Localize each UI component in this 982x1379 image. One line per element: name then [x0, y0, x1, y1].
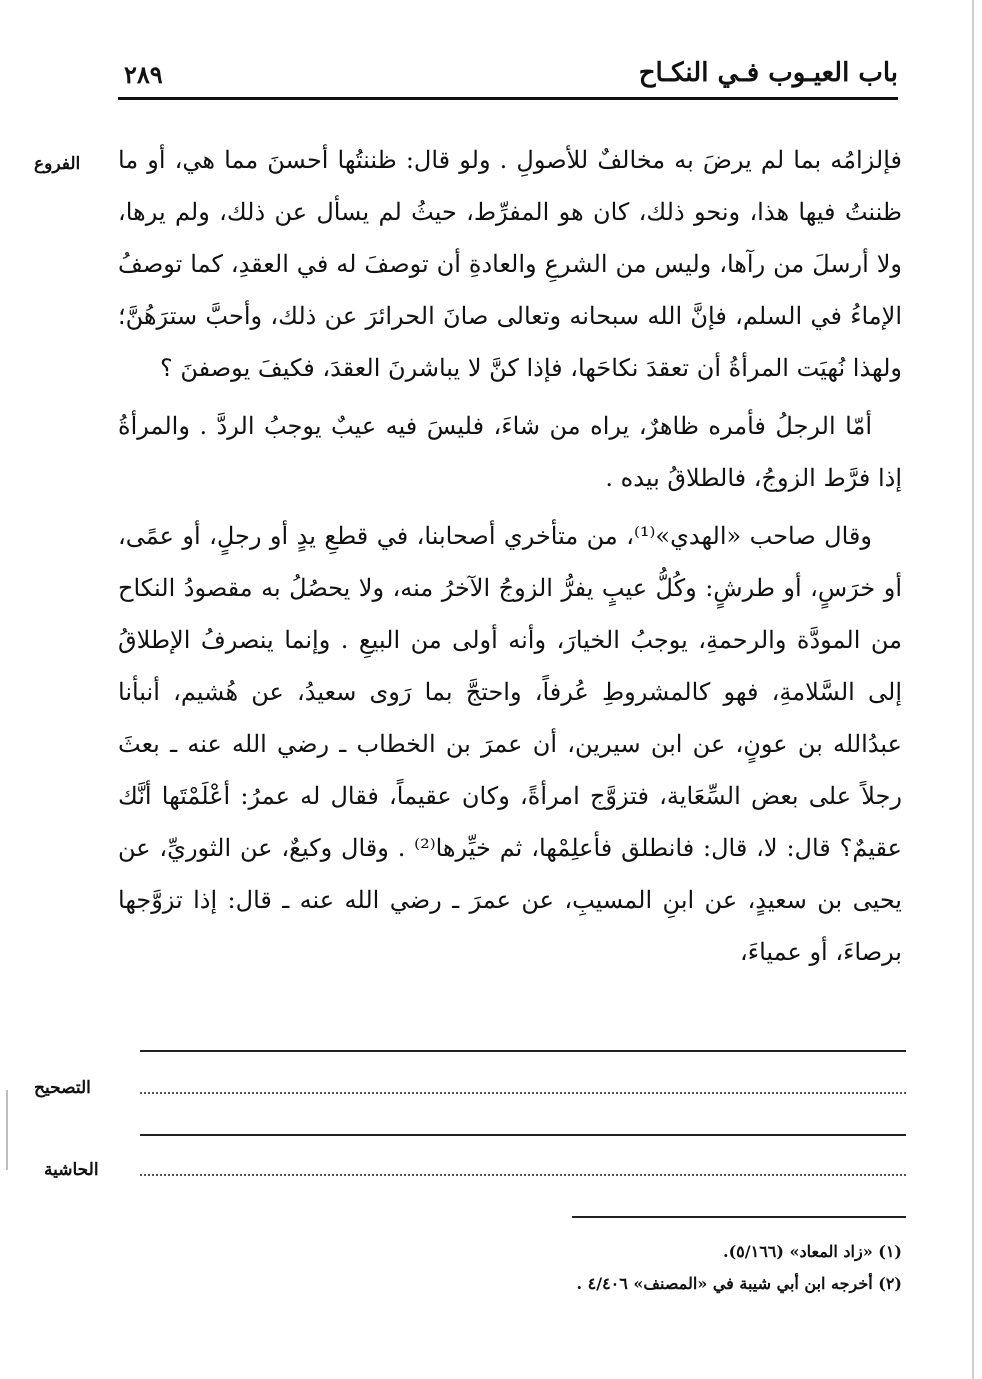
paragraph-1: فإلزامُه بما لم يرضَ به مخالفٌ للأصولِ . ولو قال: ظننتُها أحسنَ مما هي، أو ما ظننتُ فيها هذا، ونحو ذلك، كان هو المفرِّط، حيثُ لم يسأل عن ذلك، ولم يرها، ولا أرسلَ من رآها، وليس من الشرعِ والعادةِ أن توصفَ له في العقدِ، كما توصفُ الإماءُ في السلم، فإنَّ الله سبحانه وتعالى صانَ الحرائرَ عن ذلك، وأحبَّ سترَهُنَّ؛ ولهذا نُهيَت المرأةُ أن تعقدَ نكاحَها، فإذا كنَّ لا يباشرنَ العقدَ، فكيفَ يوصفنَ ؟	[118, 146, 902, 382]
header-rule	[118, 97, 898, 100]
tashih-rule	[140, 1134, 906, 1136]
margin-label-hashiya: الحاشية	[44, 1160, 99, 1180]
margin-label-tashih: التصحيح	[34, 1078, 91, 1098]
footnote-separator	[572, 1216, 906, 1218]
page-edge	[972, 0, 974, 1379]
footnotes	[118, 1236, 902, 1300]
page-header	[118, 56, 898, 94]
paragraph-2: أمّا الرجلُ فأمره ظاهرٌ، يراه من شاءَ، فليسَ فيه عيبٌ يوجبُ الردَّ . والمرأةُ إذا فرَّط الزوجُ، فالطلاقُ بيده .	[118, 412, 902, 492]
page-edge-left	[6, 1090, 8, 1170]
main-text	[118, 134, 902, 984]
paragraph-3: وقال صاحب «الهدي»⁽¹⁾، من متأخري أصحابنا، في قطعِ يدٍ أو رجلٍ، أو عمًى، أو خرَسٍ، أو طرشٍ: وكُلُّ عيبٍ يفرُّ الزوجُ الآخرُ منه، ولا يحصُلُ به مقصودُ النكاح من المودَّة والرحمةِ، يوجبُ الخيارَ، وأنه أولى من البيعِ . وإنما ينصرفُ الإطلاقُ إلى السَّلامةِ، فهو كالمشروطِ عُرفاً، واحتجَّ بما رَوى سعيدُ، عن هُشيم، أنبأنا عبدُالله بن عونٍ، عن ابن سيرين، أن عمرَ بن الخطاب ـ رضي الله عنه ـ بعثَ رجلاً على بعض السِّعَاية، فتزوَّج امرأةً، وكان عقيماً، فقال له عمرُ: أعْلَمْتَها أنَّك عقيمٌ؟ قال: لا، قال: فانطلق فأعلِمْها، ثم خيِّرها⁽²⁾ . وقال وكيعٌ، عن الثوريِّ، عن يحيى بن سعيدٍ، عن ابنِ المسيبِ، عن عمرَ ـ رضي الله عنه ـ قال: إذا تزوَّجها برصاءَ، أو عمياءَ،	[118, 522, 902, 966]
footnote-1: (١) «زاد المعاد» (٥/١٦٦).	[723, 1242, 902, 1261]
hashiya-dotted-line	[140, 1174, 906, 1176]
footnote-2: (٢) أخرجه ابن أبي شيبة في «المصنف» ٤/٤٠٦ .	[576, 1274, 902, 1293]
chapter-title: باب العيـوب فـي النكـاح	[638, 58, 898, 88]
page-number: ٢٨٩	[124, 60, 163, 89]
margin-label-furu: الفروع	[34, 154, 81, 174]
text-end-rule	[140, 1050, 906, 1052]
tashih-dotted-line	[140, 1092, 906, 1094]
